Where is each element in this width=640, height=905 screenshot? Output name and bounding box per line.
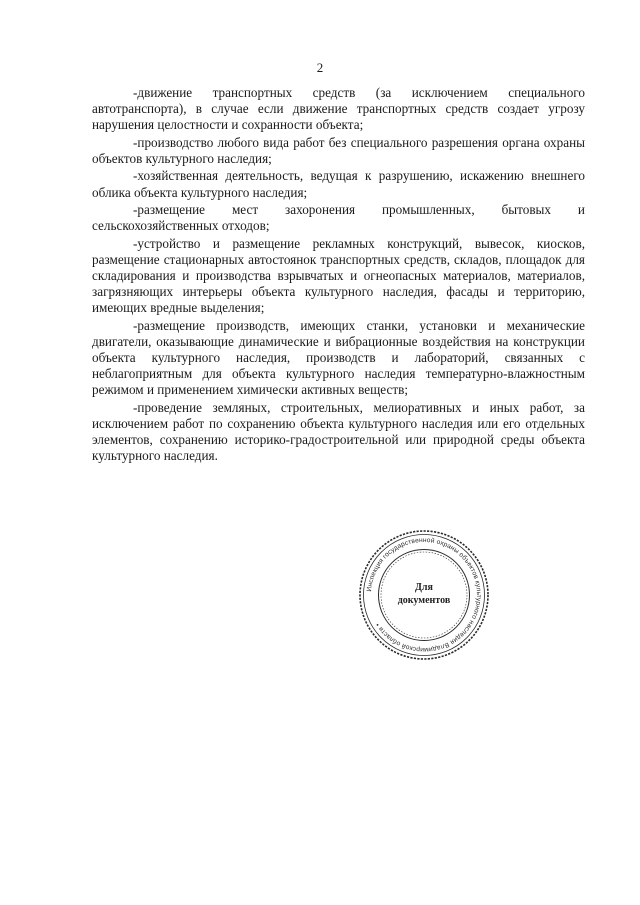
official-stamp — [357, 528, 491, 662]
stamp-ring-text: Инспекция государственной охраны объектов культурного наследия Владимирской области • — [366, 536, 483, 654]
paragraph: -размещение производств, имеющих станки, установки и механические двигатели, оказывающие динамические и вибрационные воздействия на конструкции объекта культурного наследия, производств и лабораторий, связанных с неблагоприятным для объекта культурного наследия температурно-влажностным режимом и применением химически активных веществ; — [92, 317, 585, 398]
paragraph: -хозяйственная деятельность, ведущая к разрушению, искажению внешнего облика объекта культурного наследия; — [92, 168, 585, 200]
page-number: 2 — [316, 60, 324, 75]
stamp-center-line-2: документов — [397, 595, 451, 606]
paragraph: -проведение земляных, строительных, мелиоративных и иных работ, за исключением работ по сохранению объекта культурного наследия или его отдельных элементов, сохранению историко-градостроительной или природной среды объекта культурного наследия. — [92, 399, 585, 464]
stamp-center-line-1: Для — [415, 582, 433, 593]
document-body — [92, 85, 585, 466]
paragraph: -устройство и размещение рекламных конструкций, вывесок, киосков, размещение стационарных автостоянок транспортных средств, складов, площадок для складирования и производства взрывчатых и огнеопасных материалов, материалов, загрязняющих интерьеры объекта культурного наследия, фасады и территорию, имеющих вредные выделения; — [92, 235, 585, 316]
paragraph: -движение транспортных средств (за исключением специального автотранспорта), в случае если движение транспортных средств создает угрозу нарушения целостности и сохранности объекта; — [92, 85, 585, 133]
stamp-seal-icon — [357, 528, 491, 662]
paragraph: -размещение мест захоронения промышленных, бытовых и сельскохозяйственных отходов; — [92, 202, 585, 234]
paragraph: -производство любого вида работ без специального разрешения органа охраны объектов культурного наследия; — [92, 134, 585, 166]
